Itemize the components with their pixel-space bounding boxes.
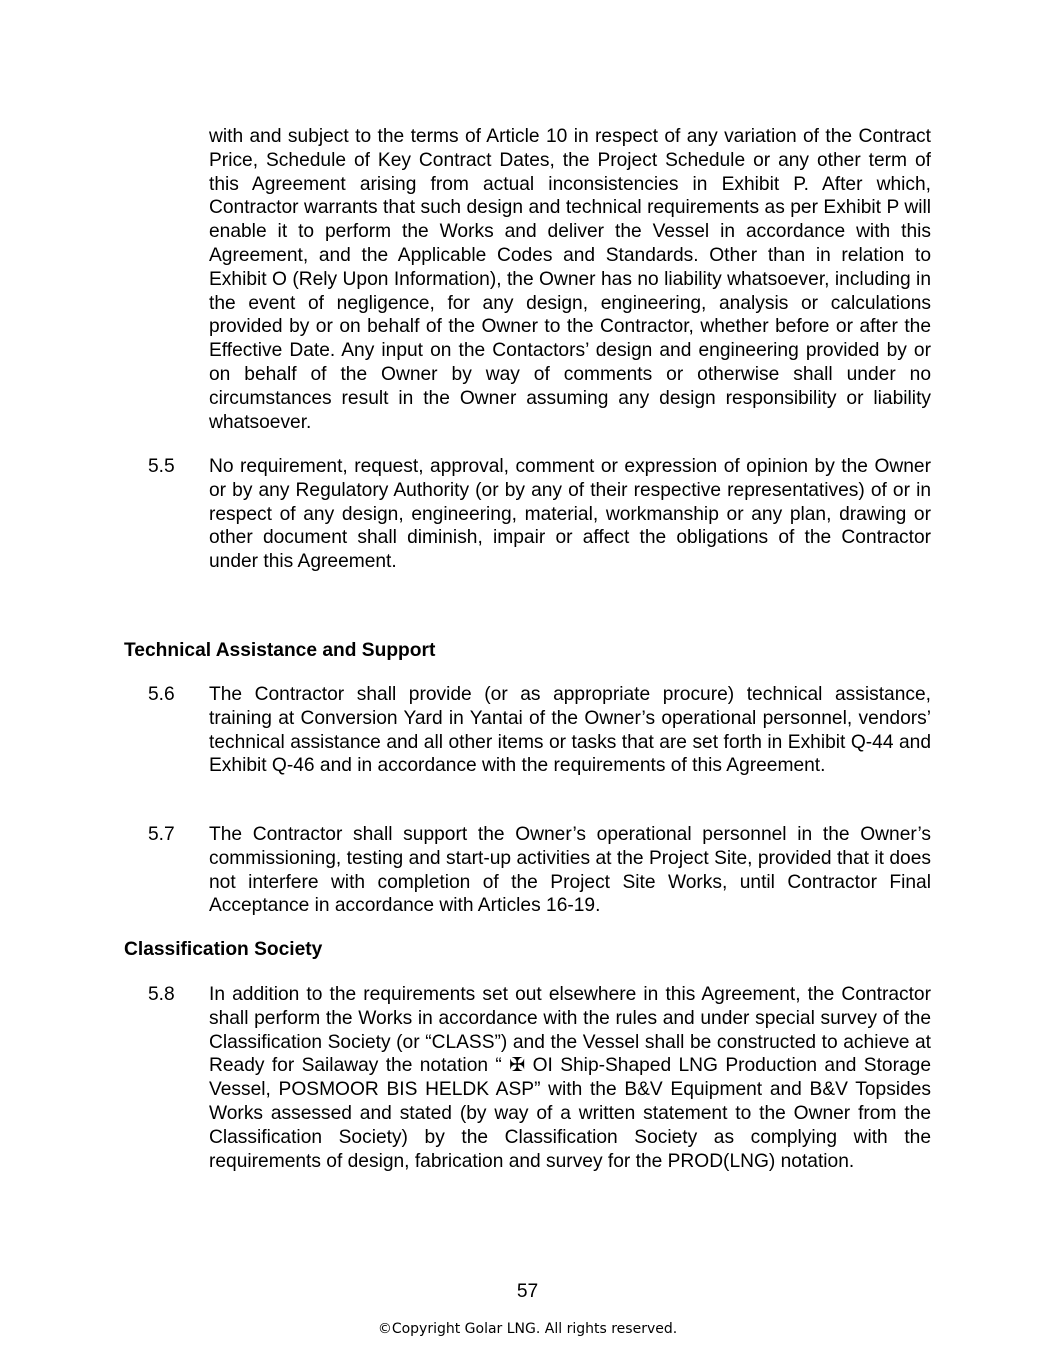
clause-number: 5.7 (148, 824, 175, 845)
clause-text: No requirement, request, approval, comment or expression of opinion by the Owner or by any Regulatory Authority (or by any of their respective representatives) of or in respect of any design, engineering, material, workmanship or any plan, drawing or other document shall diminish, impair or affect the obligations of the Contractor under this Agreement. (209, 456, 931, 573)
section-heading-classification-society: Classification Society (124, 939, 323, 960)
clause-number: 5.6 (148, 684, 175, 705)
continuation-paragraph: with and subject to the terms of Article 10 in respect of any variation of the Contract Price, Schedule of Key Contract Dates, the Project Schedule or any other term of this Agreement arising from actual inconsistencies in Exhibit P. After which, Contractor warrants that such design and technical requirements as per Exhibit P will enable it to perform the Works and deliver the Vessel in accordance with this Agreement, and the Applicable Codes and Standards. Other than in relation to Exhibit O (Rely Upon Information), the Owner has no liability whatsoever, including in the event of negligence, for any design, engineering, analysis or calculations provided by or on behalf of the Owner to the Contractor, whether before or after the Effective Date. Any input on the Contactors’ design and engineering provided by or on behalf of the Owner by way of comments or otherwise shall under no circumstances result in the Owner assuming any design responsibility or liability whatsoever. (209, 126, 931, 433)
clause-number: 5.5 (148, 456, 175, 477)
section-heading-technical-assistance: Technical Assistance and Support (124, 640, 436, 661)
copyright-notice: ©Copyright Golar LNG. All rights reserved. (377, 1321, 678, 1337)
clause-text: The Contractor shall provide (or as appropriate procure) technical assistance, training at Conversion Yard in Yantai of the Owner’s operational personnel, vendors’ technical assistance and all other items or tasks that are set forth in Exhibit Q-44 and Exhibit Q-46 and in accordance with the requirements of this Agreement. (209, 684, 931, 777)
clause-number: 5.8 (148, 984, 175, 1005)
clause-text: In addition to the requirements set out elsewhere in this Agreement, the Contractor shall perform the Works in accordance with the rules and under special survey of the Classification Society (or “CLASS”) and the Vessel shall be constructed to achieve at Ready for Sailaway the notation “ ✠ OI Ship-Shaped LNG Production and Storage Vessel, POSMOOR BIS HELDK ASP” with the B&V Equipment and B&V Topsides Works assessed and stated (by way of a written statement to the Owner from the Classification Society) by the Classification Society as complying with the requirements of design, fabrication and survey for the PROD(LNG) notation. (209, 984, 931, 1172)
page-number: 57 (516, 1281, 539, 1302)
clause-text: The Contractor shall support the Owner’s operational personnel in the Owner’s commissioning, testing and start-up activities at the Project Site, provided that it does not interfere with completion of the Project Site Works, until Contractor Final Acceptance in accordance with Articles 16-19. (209, 824, 931, 917)
